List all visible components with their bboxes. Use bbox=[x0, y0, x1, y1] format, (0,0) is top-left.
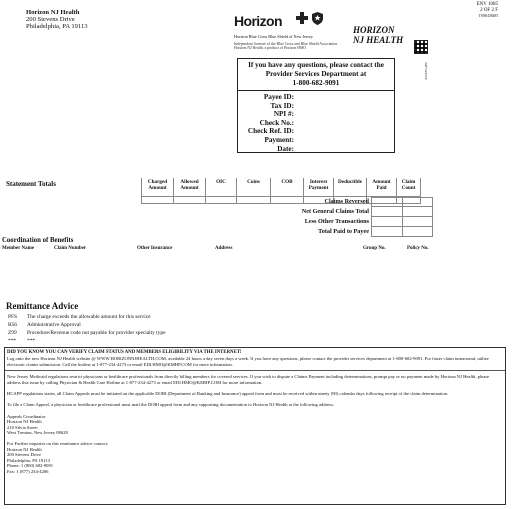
notice-divider bbox=[5, 370, 505, 371]
inquiry-line: Philadelphia, PA 19113 bbox=[7, 457, 50, 463]
inquiry-line: Horizon NJ Health bbox=[7, 446, 42, 452]
tax-id-label: Tax ID: bbox=[270, 101, 294, 110]
remark-text: The charge exceeds the allowable amount for this service bbox=[27, 314, 151, 320]
statement-col-header bbox=[270, 178, 303, 196]
envelope-codes bbox=[477, 2, 498, 18]
brand-line1: HORIZON bbox=[353, 25, 395, 35]
statement-col-value bbox=[205, 196, 236, 204]
cob-title: Coordination of Benefits bbox=[2, 237, 74, 244]
statement-col-header bbox=[173, 178, 205, 196]
appeals-address-line: Appeals Coordinator bbox=[7, 413, 46, 419]
statement-col-label: Allowed bbox=[180, 179, 199, 185]
remittance-code-row bbox=[8, 313, 165, 321]
statement-col-header bbox=[236, 178, 270, 196]
notice-headline: DID YOU KNOW YOU CAN VERIFY CLAIM STATUS AND MEMBERS ELIGIBILITY VIA THE INTERNET! bbox=[7, 350, 242, 355]
payment-label: Payment: bbox=[264, 135, 294, 144]
less-other-transactions-value bbox=[371, 217, 433, 227]
claims-reversed-label: Claims Reversed bbox=[324, 198, 369, 205]
remark-text: Procedure/Revenue code not payable for provider specialty type bbox=[27, 330, 166, 336]
adjustment-value-boxes bbox=[371, 197, 433, 237]
appeals-address-line: West Trenton, New Jersey 08628 bbox=[7, 430, 68, 436]
remittance-advice-title: Remittance Advice bbox=[6, 301, 79, 311]
check-no-label: Check No.: bbox=[259, 118, 294, 127]
npi-label: NPI #: bbox=[273, 110, 294, 119]
blue-shield-icon bbox=[312, 12, 323, 25]
cob-col-group-no: Group No. bbox=[363, 246, 386, 251]
document-code: TSN0438495 bbox=[478, 14, 498, 18]
remittance-code-row bbox=[8, 321, 165, 329]
page-indicator: 2 OF 2 F bbox=[480, 8, 498, 13]
statement-col-label: Paid bbox=[376, 185, 387, 192]
payee-field bbox=[238, 145, 394, 154]
statement-col-label: COB bbox=[281, 179, 293, 185]
remark-code: PFS bbox=[8, 314, 17, 320]
remittance-codes bbox=[8, 313, 165, 345]
statement-col-label: OIC bbox=[216, 179, 226, 185]
cob-col-member-name: Member Name bbox=[2, 246, 34, 251]
remittance-code-row bbox=[8, 329, 165, 337]
blue-cross-icon bbox=[296, 12, 308, 24]
statement-col bbox=[205, 178, 236, 204]
notice-paragraph-billing: New Jersey Medicaid regulations restrict physicians or healthcare professionals from directly billing members for covered services. If you wish to dispute a Claims Payment including determinations, prompt pay or no payment made by Horizon NJ Health, please address this issue by calling Physician & Health Care Hotline at 1-877-234-4273 or email EDI.HMO@KMHP.COM for more information. bbox=[7, 374, 490, 385]
sender-address-line2: Philadelphia, PA 19113 bbox=[26, 23, 88, 30]
remark-code: R56 bbox=[8, 322, 17, 328]
notice-box bbox=[4, 347, 506, 505]
payee-field bbox=[238, 102, 394, 111]
sender-address-line1: 200 Stevens Drive bbox=[26, 16, 75, 23]
date-label: Date: bbox=[277, 144, 294, 153]
inquiry-line: Phone: 1 (800) 682-9091 bbox=[7, 463, 54, 469]
payee-field bbox=[238, 110, 394, 119]
statement-totals-title: Statement Totals bbox=[6, 180, 56, 188]
notice-paragraph-hcapp: HCAPP regulations states, all Claim Appeals must be initiated on the applicable DOBI (Department of Banking and Insurance) appeal form and must be received within ninety (90) calendar days following receipt of the claim determination. bbox=[7, 391, 449, 397]
notice-paragraph-appeal: To file a Claim Appeal, a physician or healthcare professional must mail the DOBI appeal form and any supporting documentation to Horizon NJ Health at the following address: bbox=[7, 402, 335, 408]
payee-field bbox=[238, 119, 394, 128]
appeals-address-line: 210 Silvia Street bbox=[7, 424, 38, 430]
remark-text: Administrative Approval bbox=[27, 322, 81, 328]
statement-col-header bbox=[333, 178, 366, 196]
claims-reversed-value bbox=[371, 197, 433, 207]
remark-code: *** bbox=[8, 338, 17, 344]
statement-col-header bbox=[205, 178, 236, 196]
adjustment-labels bbox=[262, 197, 369, 237]
payee-id-label: Payee ID: bbox=[263, 93, 294, 101]
brand-name bbox=[353, 25, 403, 45]
cob-col-address: Address bbox=[215, 246, 233, 251]
total-paid-label: Total Paid to Payee bbox=[318, 228, 369, 235]
horizon-logo: Horizon bbox=[234, 13, 282, 29]
notice-paragraph-website: Log onto the new Horizon NJ Health website @ WWW.HORIZONNJHEALTH.COM, available 24 hours a day seven days a week. If you have any questions, please contact the provider services department at 1-800-682-9091. For faster claim turnaround, utilize electronic claims submission. Call the hotline at 1-877-234-4273 or email EDI.HMO@KMHP.COM for more information. bbox=[7, 356, 489, 367]
barcode-icon bbox=[414, 40, 428, 54]
remark-code: Z99 bbox=[8, 330, 17, 336]
cob-col-other-insurance: Other Insurance bbox=[137, 246, 173, 251]
remittance-code-row bbox=[8, 337, 165, 345]
inquiry-line: Fax: 1 (877) 234-4206 bbox=[7, 468, 49, 474]
logo-line1: Horizon Blue Cross Blue Shield of New Jersey bbox=[234, 34, 313, 39]
statement-col-label: Coins bbox=[247, 179, 260, 185]
contact-box bbox=[237, 58, 395, 91]
side-code: 3087423018 bbox=[424, 62, 428, 80]
envelope-code: ENV 1085 bbox=[476, 2, 498, 7]
statement-col-label: Claim bbox=[401, 179, 416, 185]
statement-col bbox=[141, 178, 173, 204]
inquiry-contact bbox=[7, 441, 503, 473]
sender-name: Horizon NJ Health bbox=[26, 9, 80, 16]
statement-col-label: Interest bbox=[309, 179, 328, 185]
statement-col-label: Charged bbox=[147, 179, 168, 185]
statement-col-label: Amount bbox=[180, 185, 199, 192]
statement-col bbox=[173, 178, 205, 204]
logo-line3: Horizon NJ Health, a product of Horizon HMO bbox=[234, 46, 307, 51]
inquiry-intro: For Further inquiries on this remittance advice contact: bbox=[7, 441, 109, 447]
statement-col-label: Amount bbox=[148, 185, 167, 192]
appeals-address-line: Horizon NJ Health bbox=[7, 419, 42, 425]
statement-col-label: Count bbox=[401, 185, 416, 192]
contact-phone: 1-800-682-9091 bbox=[292, 79, 340, 87]
payee-field bbox=[238, 93, 394, 102]
net-general-claims-label: Net General Claims Total bbox=[301, 208, 369, 215]
statement-col-header bbox=[366, 178, 396, 196]
statement-col-header bbox=[141, 178, 173, 196]
payee-info-box bbox=[237, 91, 395, 153]
check-ref-label: Check Ref. ID: bbox=[247, 127, 294, 136]
logo-line2: Independent licensee of the Blue Cross and Blue Shield Association bbox=[234, 41, 338, 46]
logo-taglines bbox=[234, 35, 344, 51]
remark-text: *** bbox=[27, 338, 36, 344]
contact-line1: If you have any questions, please contact the bbox=[248, 61, 384, 69]
statement-col-value bbox=[173, 196, 205, 204]
contact-line2: Provider Services Department at bbox=[265, 70, 367, 78]
statement-col-header bbox=[396, 178, 421, 196]
statement-col-label: Deductible bbox=[338, 179, 362, 185]
appeals-address bbox=[7, 414, 503, 436]
cob-col-policy-no: Policy No. bbox=[407, 246, 429, 251]
payee-field bbox=[238, 136, 394, 145]
statement-col-value bbox=[141, 196, 173, 204]
statement-col-header bbox=[303, 178, 333, 196]
sender-address bbox=[26, 9, 88, 30]
statement-col-label: Amount bbox=[372, 179, 391, 185]
total-paid-value bbox=[371, 227, 433, 237]
less-other-transactions-label: Less Other Transactions bbox=[304, 218, 369, 225]
cob-col-claim-number: Claim Number bbox=[54, 246, 87, 251]
net-general-claims-value bbox=[371, 207, 433, 217]
statement-col-label: Payment bbox=[308, 185, 329, 192]
inquiry-line: 200 Stevens Drive bbox=[7, 452, 41, 458]
brand-line2: NJ HEALTH bbox=[353, 35, 404, 45]
payee-field bbox=[238, 127, 394, 136]
